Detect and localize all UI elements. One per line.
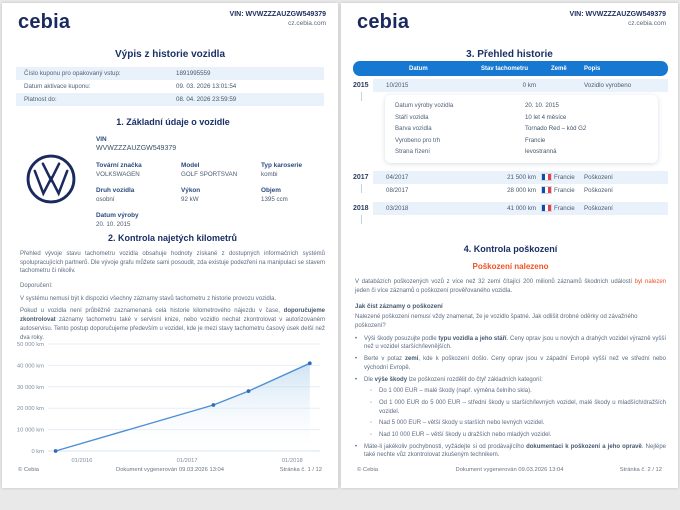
damage-how-title: Jak číst záznamy o poškození: [355, 303, 443, 311]
sub-bullet-text: Od 1 000 EUR do 5 000 EUR – střední škody u starších/levných vozidel, malé škody u mladších/dražších vozidel.: [379, 399, 666, 415]
history-row[interactable]: [353, 202, 668, 215]
france-flag-icon: [542, 205, 551, 211]
sub-bullet-text: Nad 5 000 EUR – větší škody u starších nebo levných vozidel.: [379, 420, 545, 427]
coupon-row-value: 1891995559: [176, 70, 211, 77]
header-website-link[interactable]: cz.cebia.com: [628, 20, 666, 27]
svg-text:10 000 km: 10 000 km: [16, 427, 44, 434]
detail-row: [385, 135, 658, 147]
svg-text:01/2018: 01/2018: [281, 458, 303, 464]
bullet-marker-icon: [355, 355, 364, 372]
detail-row-label: Strana řízení: [395, 148, 430, 156]
footer-page-number: Stránka č. 2 / 12: [619, 467, 662, 473]
history-country-name: Francie: [554, 173, 575, 181]
bullet-marker-icon: [355, 335, 364, 352]
bullet-text: Dle výše škody lze poškození rozdělit do čtyř základních kategorií:: [364, 376, 543, 383]
detail-row-value: levostranná: [525, 148, 557, 156]
vehicle-field-value: kombi: [261, 171, 278, 178]
history-description: Poškození: [584, 204, 613, 212]
sub-bullet-marker-icon: [370, 387, 379, 396]
detail-row-label: Stáří vozidla: [395, 113, 429, 121]
sub-bullet-text: Nad 10 000 EUR – větší škody u dražších nebo mladých vozidel.: [379, 431, 552, 438]
svg-text:01/2017: 01/2017: [176, 458, 198, 464]
footer-generated: Dokument vygenerován 09.03.2026 13:04: [116, 467, 224, 473]
coupon-row-label: Datum aktivace kuponu:: [24, 83, 91, 90]
section-damage-check: [355, 244, 666, 460]
detail-row: [385, 123, 658, 135]
history-detail-card: [385, 95, 658, 163]
vehicle-field: [96, 212, 181, 228]
history-odometer: 0 km: [522, 82, 536, 89]
damage-sub-bullet: [370, 399, 666, 416]
page-header: [357, 11, 666, 34]
history-table: [353, 61, 668, 215]
history-row-2015[interactable]: [353, 79, 668, 92]
vehicle-field-label: Druh vozidla: [96, 187, 135, 194]
coupon-row-label: Platnost do:: [24, 96, 57, 103]
bullet-text: Berte v potaz zemi, kde k poškození došlo. Ceny oprav jsou v západní Evropě vyšší než ve střední nebo východní Evropě.: [364, 356, 666, 371]
damage-sub-bullet: [370, 431, 666, 440]
col-header-country: Země: [551, 65, 567, 72]
vin-value: WVWZZZAUZGW549379: [96, 145, 177, 152]
col-header-description: Popis: [584, 65, 601, 72]
section-mileage-check: [20, 233, 325, 342]
vehicle-field-value: GOLF SPORTSVAN: [181, 171, 238, 178]
vehicle-fields-grid: [96, 162, 326, 228]
footer-page-number: Stránka č. 1 / 12: [279, 467, 322, 473]
bullet-marker-icon: [355, 443, 364, 460]
section4-title: 4. Kontrola poškození: [463, 244, 558, 254]
sub-bullet-text: Do 1 000 EUR – malé škody (např. výměna čelního skla).: [379, 388, 532, 395]
history-row-stripe: [373, 171, 668, 184]
history-odometer: 21 500 km: [507, 173, 536, 181]
vw-logo-icon: [20, 136, 96, 228]
history-country: [536, 174, 584, 181]
history-country-name: Francie: [554, 204, 575, 212]
page1-footer: [18, 467, 322, 475]
damage-final-bullet: [355, 443, 666, 460]
header-vin: VIN: WVWZZZAUZGW549379: [229, 11, 326, 18]
history-date: 08/2017: [386, 186, 409, 194]
timeline-year: 2018: [353, 205, 373, 212]
timeline-year: 2017: [353, 174, 373, 181]
damage-sub-bullet: [370, 419, 666, 428]
vehicle-field: [181, 187, 261, 203]
vehicle-field-value: VOLKSWAGEN: [96, 171, 140, 178]
coupon-row: [16, 80, 324, 93]
history-odometer: 41 000 km: [507, 204, 536, 212]
damage-how-intro: Nalezené poškození nemusí vždy znamenat, že je vozidlo špatné. Jak odlišit drobné oděrky od závažného poškození?: [355, 314, 638, 330]
detail-row-value: Tornado Red – kód G2: [525, 125, 587, 133]
damage-bullet: [355, 355, 666, 372]
detail-row-value: Francie: [525, 136, 546, 144]
history-rows: [353, 171, 668, 215]
history-row[interactable]: [353, 184, 668, 197]
vehicle-field: [181, 162, 261, 178]
vehicle-field-label: Tovární značka: [96, 162, 142, 169]
history-description: Poškození: [584, 186, 613, 194]
detail-row: [385, 112, 658, 124]
vehicle-field-value: 20. 10. 2015: [96, 221, 131, 228]
report-page-2: [341, 3, 678, 488]
header-website-link[interactable]: cz.cebia.com: [288, 20, 326, 27]
recommendation-label: Doporučení:: [20, 283, 53, 290]
detail-row-label: Datum výroby vozidla: [395, 102, 454, 110]
footer-generated: Dokument vygenerován 09.03.2026 13:04: [455, 467, 564, 473]
mileage-intro-text: Přehled vývoje stavu tachometru vozidla obsahuje hodnoty získané z dostupných informačních systémů spolupracujících partnerů. Dle vývoje grafu můžete sami posoudit, zda existuje podezření na manipulaci se stavem tachometru či nikoliv.: [20, 251, 325, 275]
history-odometer: 28 000 km: [507, 186, 536, 194]
detail-row-label: Barva vozidla: [395, 125, 432, 133]
damage-bullet: [355, 376, 666, 385]
mileage-note-2: Pokud u vozidla není průběžně zaznamenaná celá historie kilometrového nájezdu v čase, doporučujeme zkontrolovat záznamy tachometru také v servisní knize, nebo vozidlo nechat zkontrolovat v autorizovaném autoservisu. Tento postup doporučujeme především u vozidel, kde je mezi stavy tachometru časový úsek delší než dva roky.: [20, 308, 325, 341]
history-row-stripe: [373, 184, 668, 197]
coupon-info-table: [16, 67, 324, 106]
coupon-row: [16, 67, 324, 80]
vehicle-field-label: Typ karoserie: [261, 162, 303, 169]
vehicle-field: [261, 187, 326, 203]
history-country-name: Francie: [554, 186, 575, 194]
history-date: 04/2017: [386, 173, 409, 181]
vehicle-field-label: Objem: [261, 187, 281, 194]
svg-text:30 000 km: 30 000 km: [16, 384, 44, 391]
detail-row-value: 10 let 4 měsíce: [525, 113, 567, 121]
history-description: Poškození: [584, 173, 613, 181]
coupon-row-label: Číslo kuponu pro opakovaný vstup:: [24, 70, 121, 77]
detail-row: [385, 146, 658, 158]
mileage-note-1: V systému nemusí být k dispozici všechny záznamy stavů tachometru z historie provozu vozidla.: [20, 295, 277, 302]
history-table-body: [353, 79, 668, 215]
history-table-header: [353, 61, 668, 76]
damage-sub-bullet: [370, 387, 666, 396]
sub-bullet-marker-icon: [370, 419, 379, 428]
history-country: [536, 187, 584, 194]
page2-footer: [357, 467, 662, 475]
section-basic-info: [20, 117, 326, 228]
vehicle-field-label: Datum výroby: [96, 212, 139, 219]
sub-bullet-marker-icon: [370, 431, 379, 440]
history-row-stripe: [373, 202, 668, 215]
detail-row-value: 20. 10. 2015: [525, 102, 559, 110]
history-row-stripe: [373, 79, 668, 92]
page-title: Výpis z historie vozidla: [114, 49, 226, 60]
svg-text:0 km: 0 km: [31, 449, 44, 455]
damage-bullet: [355, 335, 666, 352]
report-page-1: [2, 3, 338, 488]
detail-row-label: Vyrobeno pro trh: [395, 136, 441, 144]
col-header-date: Datum: [409, 65, 428, 72]
vehicle-info-block: [20, 136, 326, 228]
vehicle-field-label: Výkon: [181, 187, 201, 194]
france-flag-icon: [542, 187, 551, 193]
vehicle-field-value: osobní: [96, 196, 115, 203]
coupon-row-value: 08. 04. 2026 23:59:59: [176, 96, 237, 103]
vehicle-field: [96, 162, 181, 178]
section2-title: 2. Kontrola najetých kilometrů: [107, 233, 238, 243]
footer-copyright: © Cebia: [18, 467, 40, 473]
vehicle-details: [96, 136, 326, 228]
sub-bullet-marker-icon: [370, 399, 379, 416]
detail-row: [385, 100, 658, 112]
header-vin: VIN: WVWZZZAUZGW549379: [569, 11, 666, 18]
vehicle-field-label: Model: [181, 162, 200, 169]
coupon-row: [16, 93, 324, 106]
timeline-year: 2015: [353, 82, 373, 89]
page-title: 3. Přehled historie: [466, 49, 553, 60]
vehicle-field: [96, 187, 181, 203]
bullet-text: Výši škody posuzujte podle typu vozidla a jeho stáří. Ceny oprav jsou u nových a drahých vozidel výrazně vyšší než u vozidel starších/levnějších.: [364, 335, 666, 351]
cebia-logo: cebia: [18, 11, 71, 33]
damage-intro-text: V databázích poškozených vozů z více než 32 zemí čítající 200 milionů záznamů škodních událostí byl nalezen jeden či více záznamů o poškození prověřovaného vozidla.: [355, 279, 666, 294]
mileage-chart: [12, 337, 328, 470]
col-header-odometer: Stav tachometru: [481, 65, 529, 72]
history-description: Vozidlo vyrobeno: [584, 82, 632, 89]
vehicle-field-value: 92 kW: [181, 196, 199, 203]
vehicle-field: [261, 162, 326, 178]
svg-text:01/2016: 01/2016: [71, 458, 93, 464]
history-country: [536, 205, 584, 212]
page-header: [18, 11, 326, 34]
coupon-row-value: 09. 03. 2026 13:01:54: [176, 83, 237, 90]
bullet-marker-icon: [355, 376, 364, 385]
france-flag-icon: [542, 174, 551, 180]
cebia-logo: cebia: [357, 11, 410, 33]
damage-bullet-list: [355, 335, 666, 384]
vin-label: VIN: [96, 136, 107, 143]
history-row[interactable]: [353, 171, 668, 184]
history-date: 03/2018: [386, 204, 409, 212]
damage-sub-bullet-list: [355, 387, 666, 439]
history-date: 10/2015: [386, 82, 409, 89]
bullet-text: Máte-li jakékoliv pochybnosti, vyžádejte si od prodávajícího dokumentaci k poškození a jeho opravě. Nejlépe také nechte vůz zkontrolovat zkušeným technikem.: [364, 443, 667, 459]
footer-copyright: © Cebia: [357, 467, 379, 473]
damage-status-badge: Poškození nalezeno: [472, 262, 549, 271]
section1-title: 1. Základní údaje o vozidle: [116, 117, 230, 127]
header-meta: [570, 11, 666, 27]
header-meta: [230, 11, 326, 27]
svg-text:40 000 km: 40 000 km: [16, 363, 44, 370]
svg-text:20 000 km: 20 000 km: [16, 406, 44, 413]
svg-text:50 000 km: 50 000 km: [16, 342, 44, 348]
vehicle-field-value: 1395 ccm: [261, 196, 288, 203]
